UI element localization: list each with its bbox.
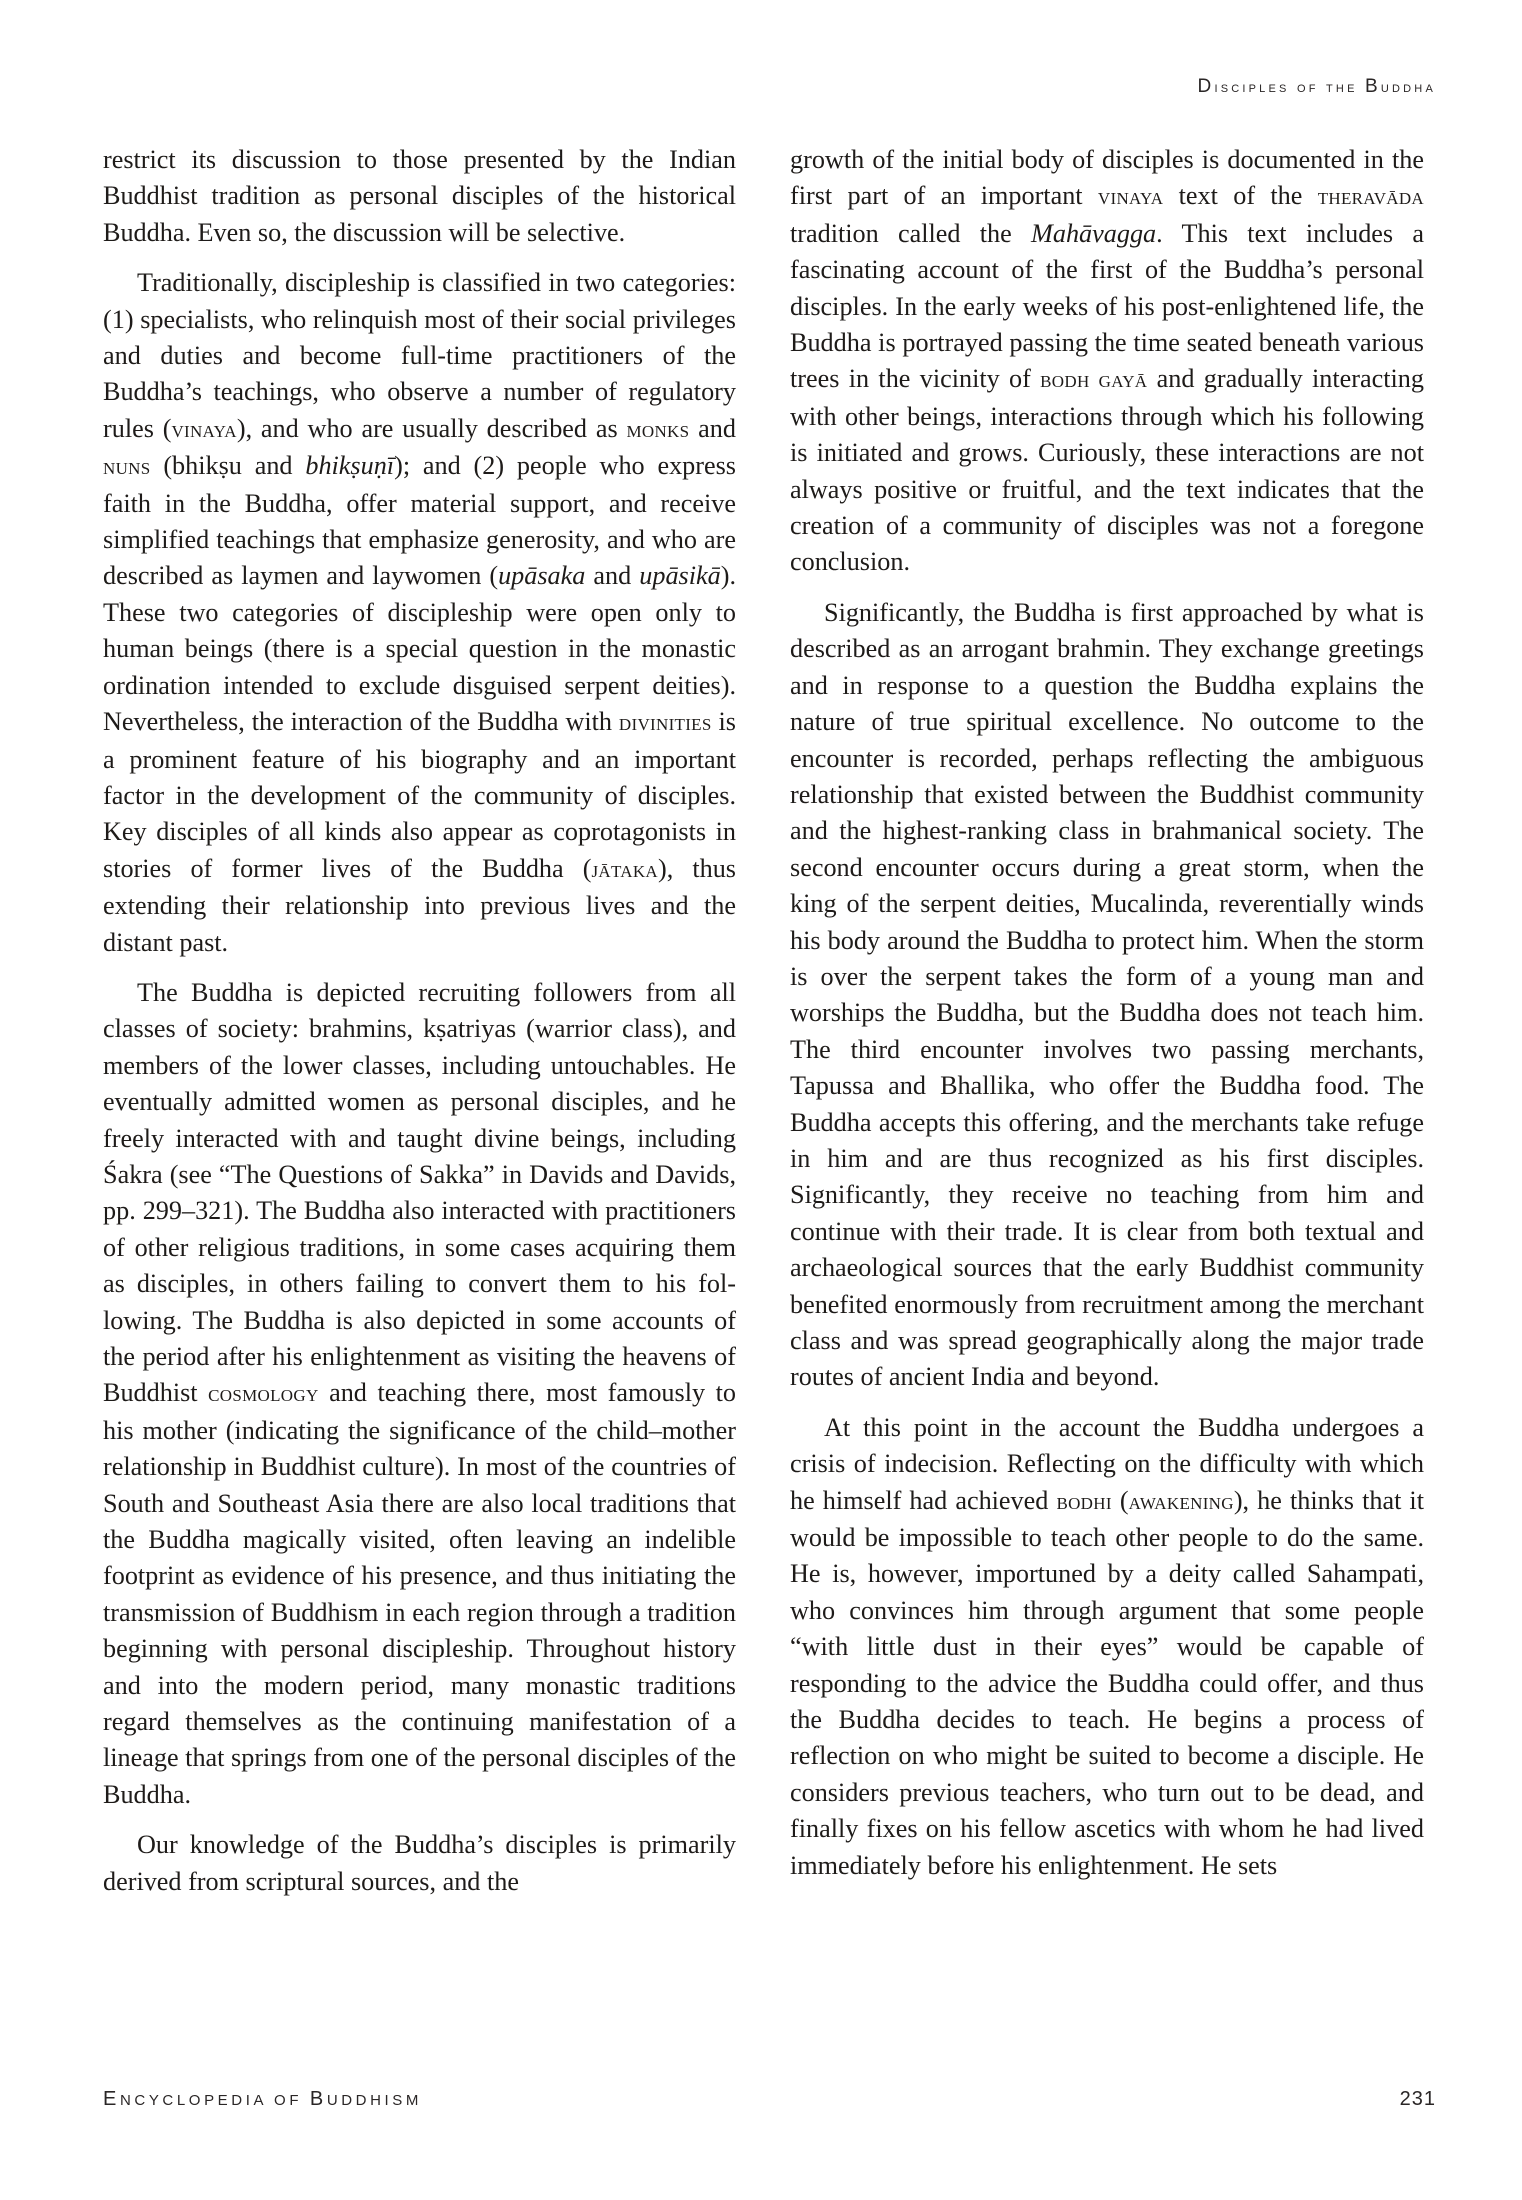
text-run: Traditionally, discipleship is classified in two categories: (1) specialists, who relinquish most of their social privileges and duties and become full-time practitioners of the Buddha’s teachings, who observe a number of regulatory rules ( xyxy=(103,268,736,443)
text-run: and xyxy=(689,413,736,443)
paragraph xyxy=(103,975,736,1813)
text-run: and teaching there, most famously to his mother (indicating the significance of the child–mother relationship in Buddhist culture). In most of the countries of South and Southeast Asia there are also local traditions that the Buddha magically visited, often leaving an indelible footprint as evidence of his presence, and thus initiating the transmission of Buddhism in each region through a tradition beginning with personal discipleship. Throughout history and into the modern period, many monastic traditions regard themselves as the continuing manifestation of a lineage that springs from one of the personal disciples of the Buddha. xyxy=(103,1378,736,1809)
page-number: 231 xyxy=(1399,2088,1436,2110)
cross-reference-term: divinities xyxy=(618,710,712,737)
cross-reference-term: vinaya xyxy=(1097,184,1164,211)
text-run: (bhikṣu and xyxy=(150,451,306,481)
text-run: ), he thinks that it would be impossible to teach other people to do the same. He is, however, importuned by a deity called Sahampati, who convinces him through argument that some people “with little dust in their eyes” would be capable of responding to the advice the Buddha could offer, and thus the Buddha decides to teach. He begins a process of reflection on who might be suited to become a disciple. He considers previous teachers, who turn out to be dead, and finally fixes on his fellow ascetics with whom he had lived immediately before his enlightenment. He sets xyxy=(790,1485,1424,1880)
text-run: ), and who are usually described as xyxy=(236,413,627,443)
italic-term: upāsaka xyxy=(498,561,586,591)
left-column xyxy=(103,142,736,1914)
cross-reference-term: bodhi xyxy=(1056,1488,1112,1515)
cross-reference-term: nuns xyxy=(103,454,151,481)
paragraph xyxy=(790,142,1424,581)
paragraph xyxy=(790,595,1424,1396)
text-run: ), thus extending their relationship into previous lives and the distant past. xyxy=(103,853,737,957)
cross-reference-term: cosmology xyxy=(208,1381,319,1408)
text-run: ). These two categories of discipleship were open only to human beings (there is a special question in the monastic ordination intended to exclude disguised serpent deities). Nevertheless, the interaction of the Buddha with xyxy=(103,561,737,737)
cross-reference-term: awakening xyxy=(1128,1488,1234,1515)
paragraph xyxy=(103,1827,736,1900)
cross-reference-term: theravāda xyxy=(1317,184,1424,211)
text-run: The Buddha is depicted recruiting followers from all classes of society: brahmins, kṣatriyas (warrior class), and members of the lower classes, including untouchables. He eventually admitted women as personal disciples, and he freely interacted with and taught divine beings, including Śakra (see “The Questions of Sakka” in Davids and Davids, pp. 299–321). The Buddha also interacted with practitioners of other religious traditions, in some cases acquiring them as disciples, in others failing to convert them to his following. The Buddha is also depicted in some accounts of the period after his enlightenment as visiting the heavens of Buddhist xyxy=(103,977,736,1408)
text-run: At this point in the account the Buddha undergoes a crisis of indecision. Reflecting on the difficulty with which he himself had achieved xyxy=(790,1412,1424,1515)
text-run: text of the xyxy=(1163,181,1318,211)
cross-reference-term: bodh gayā xyxy=(1040,367,1148,394)
text-run: . This text includes a fascinating account of the first of the Buddha’s personal disciples. In the early weeks of his post-enlightened life, the Buddha is portrayed passing the time seated beneath various trees in the vicinity of xyxy=(790,218,1424,394)
cross-reference-term: jātaka xyxy=(591,856,658,883)
italic-term: bhikṣuṇī xyxy=(305,451,395,481)
right-column xyxy=(790,142,1424,1898)
page-footer xyxy=(103,2088,1436,2118)
text-run: Significantly, the Buddha is first approached by what is described as an arrogant brahmin. They exchange greetings and in response to a question the Buddha explains the nature of true spiritual excellence. No outcome to the encounter is recorded, perhaps reflecting the ambiguous relationship that existed between the Buddhist community and the highest-ranking class in brahmanical society. The second encounter occurs during a great storm, when the king of the serpent deities, Mucalinda, reverentially winds his body around the Buddha to protect him. When the storm is over the serpent takes the form of a young man and worships the Buddha, but the Buddha does not teach him. The third encounter involves two passing merchants, Tapussa and Bhallika, who offer the Buddha food. The Buddha accepts this offering, and the merchants take refuge in him and are thus recognized as his first disciples. Significantly, they receive no teaching from him and continue with their trade. It is clear from both textual and archaeological sources that the early Buddhist community benefited enormously from recruitment among the merchant class and was spread geographically along the major trade routes of ancient India and beyond. xyxy=(790,597,1424,1392)
text-run: and xyxy=(585,561,640,591)
paragraph xyxy=(103,265,736,961)
cross-reference-term: monks xyxy=(626,416,690,443)
text-run: Our knowledge of the Buddha’s disciples is primarily derived from scriptural sources, and the xyxy=(103,1830,736,1896)
book-title: ENCYCLOPEDIA OF BUDDHISM xyxy=(103,2088,423,2110)
text-run: growth of the initial body of disciples is documented in the first part of an important xyxy=(790,145,1424,211)
text-run: ( xyxy=(1111,1485,1129,1515)
cross-reference-term: vinaya xyxy=(171,416,237,443)
text-run: restrict its discussion to those presented by the Indian Buddhist tradition as personal disciples of the historical Buddha. Even so, the discussion will be selective. xyxy=(103,145,736,247)
paragraph xyxy=(790,1410,1424,1884)
running-head: Disciples of the Buddha xyxy=(1197,76,1436,97)
text-run: and gradually interacting with other beings, interactions through which his following is initiated and grows. Curiously, these interactions are not always positive or fruitful, and the text indicates that the creation of a community of disciples was not a foregone conclusion. xyxy=(790,364,1424,577)
italic-term: upāsikā xyxy=(639,561,721,591)
italic-term: Mahāvagga xyxy=(1031,218,1157,248)
text-run: is a prominent feature of his biography and an important factor in the development of the community of disciples. Key disciples of all kinds also appear as coprotagonists in stories of former lives of the Buddha ( xyxy=(103,707,736,883)
paragraph xyxy=(103,142,736,251)
text-run: ); and (2) people who express faith in the Buddha, offer material support, and receive simplified teachings that emphasize generosity, and who are described as laymen and laywomen ( xyxy=(103,451,736,591)
text-run: tradition called the xyxy=(790,218,1032,248)
